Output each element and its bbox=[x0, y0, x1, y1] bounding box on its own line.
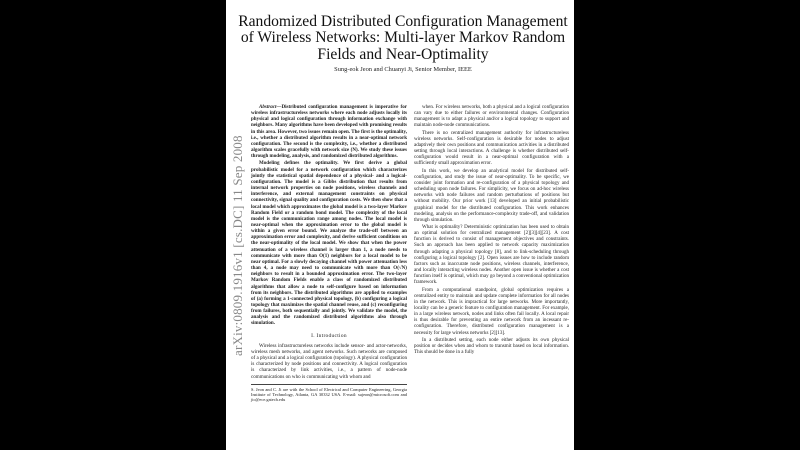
right-column bbox=[414, 104, 569, 356]
author-footnote: S. Jeon and C. Ji are with the School of Electrical and Computer Engineering, Georgia Institute of Technology, Atlanta, GA 30332 USA. E-mail: sujeon@microsoft.com and jic@ece.gatech.edu bbox=[251, 384, 407, 402]
paper-title: Randomized Distributed Configuration Management of Wireless Networks: Multi-layer Markov Random Fields and Near-Optimality bbox=[238, 13, 568, 63]
abstract-paragraph: —Distributed configuration management is imperative for wireless infrastructureless networks where each node adjusts locally its physical and logical configuration through information exchange with neighbors. Many algorithms have been developed with promising results in this area. However, two issues remain open. The first is the optimality, i.e., whether a distributed algorithm results in a near-optimal network configuration. The second is the complexity, i.e., whether a distributed algorithm scales gracefully with network size (N). We study these issues through modeling, analysis, and randomized distributed algorithms. bbox=[251, 104, 407, 160]
body-paragraph: From a computational standpoint, global optimization requires a centralized entity to maintain and update complete information for all nodes in the network. This is impractical for large networks. More importantly, locality can be a generic feature to configuration management. For example, in a large wireless network, nodes and links often fail locally. A local repair is thus desirable for preventing an entire network from an incessant re-configuration. Therefore, distributed configuration management is a necessity for large wireless networks [2][13]. bbox=[414, 286, 569, 336]
body-paragraph: when. For wireless networks, both a physical and a logical configuration can vary due to either failures or environmental changes. Configuration management is to adapt a physical and/or a logical topology to support and maintain node-node communications. bbox=[414, 104, 569, 129]
abstract-paragraph: Modeling defines the optimality. We first derive a global probabilistic model for a network configuration which characterizes jointly the statistical spatial dependence of a physical- and a logical-configuration. The model is a Gibbs distribution that results from internal network properties on node positions, wireless channels and interference, and external management constraints on physical connectivity, signal quality and configuration costs. We then show that a local model which approximates the global model is a two-layer Markov Random Field or a random bond model. The complexity of the local model is the communication range among nodes. The local model is near-optimal when the approximation error to the global model is within a given error bound. We analyze the trade-off between an approximation error and complexity, and derive sufficient conditions on the near-optimality of the local model. We show that when the power attenuation of a wireless channel is larger than 1, a node needs to communicate with more than O(1) neighbors for a local model to be near optimal. For a slowly decaying channel with power attenuation less than 4, a node may need to communicate with more than O(√N) neighbors to result in a bounded approximation error. The two-layer Markov Random Fields enable a class of randomized distributed algorithms that allow a node to self-configure based on information from its neighbors. The distributed algorithms are applied to examples of (a) forming a 1-connected physical topology, (b) configuring a logical topology that maximizes the spatial channel reuse, and (c) reconfiguring from failures, both sequentially and jointly. We validate the model, the analysis and the randomized distributed algorithms also through simulation. bbox=[251, 160, 407, 327]
abstract bbox=[251, 104, 407, 327]
abstract-lead: Abstract bbox=[259, 104, 277, 110]
body-paragraph: In a distributed setting, each node either adjusts its own physical position or decides when and whom to transmit based on local information. This should be done in a fully bbox=[414, 336, 569, 356]
paper-page bbox=[226, 0, 574, 450]
arxiv-identifier: arXiv:0809.1916v1 [cs.DC] 11 Sep 2008 bbox=[230, 135, 245, 356]
body-paragraph: There is no centralized management authority for infrastructureless wireless networks. Self-configuration is desirable for nodes to adjust adaptively their own positions and communication activities in a distributed setting through local interactions. A challenge is whether distributed self-configuration would result in a near-optimal configuration with a sufficiently small approximation error. bbox=[414, 129, 569, 167]
body-paragraph: In this work, we develop an analytical model for distributed self-configuration, and study the issue of near-optimality. To be specific, we consider joint formation and re-configuration of a physical topology and scheduling upon node failures. For simplicity, we focus on ad-hoc wireless networks with node failures and random perturbations of positions but without mobility. Our prior work [13] developed an initial probabilistic graphical model for the distributed configuration. This work enhances modeling, analysis on the performance-complexity trade-off, and validation through simulation. bbox=[414, 167, 569, 223]
paper-authors: Sung-eok Jeon and Chuanyi Ji, Senior Member, IEEE bbox=[334, 66, 472, 73]
section-heading: I. Introduction bbox=[311, 332, 347, 339]
left-column bbox=[251, 104, 407, 402]
intro-paragraph: Wireless infrastructureless networks include sensor- and actor-networks, wireless mesh networks, and agent networks. Such networks are composed of a physical and a logical configuration (topology). A physical configuration is characterized by node positions and connectivity. A logical configuration is characterized by link activities, i.e., a pattern of node-node communications on who is communicating with whom and bbox=[251, 342, 407, 380]
body-paragraph: What is optimality? Deterministic optimization has been used to obtain an optimal solution for centralized management [2][3][4][23]. A cost function is derived to consist of management objectives and constraints. Such an approach has been applied to network capacity maximization through adapting a physical topology [8], and to link-scheduling through configuring a logical topology [2]. Open issues are how to include random factors such as inaccurate node positions, wireless channels, interference, and locally interacting wireless nodes. Another open issue is whether a cost function itself is optimal, which may go beyond a conventional optimization framework. bbox=[414, 223, 569, 286]
